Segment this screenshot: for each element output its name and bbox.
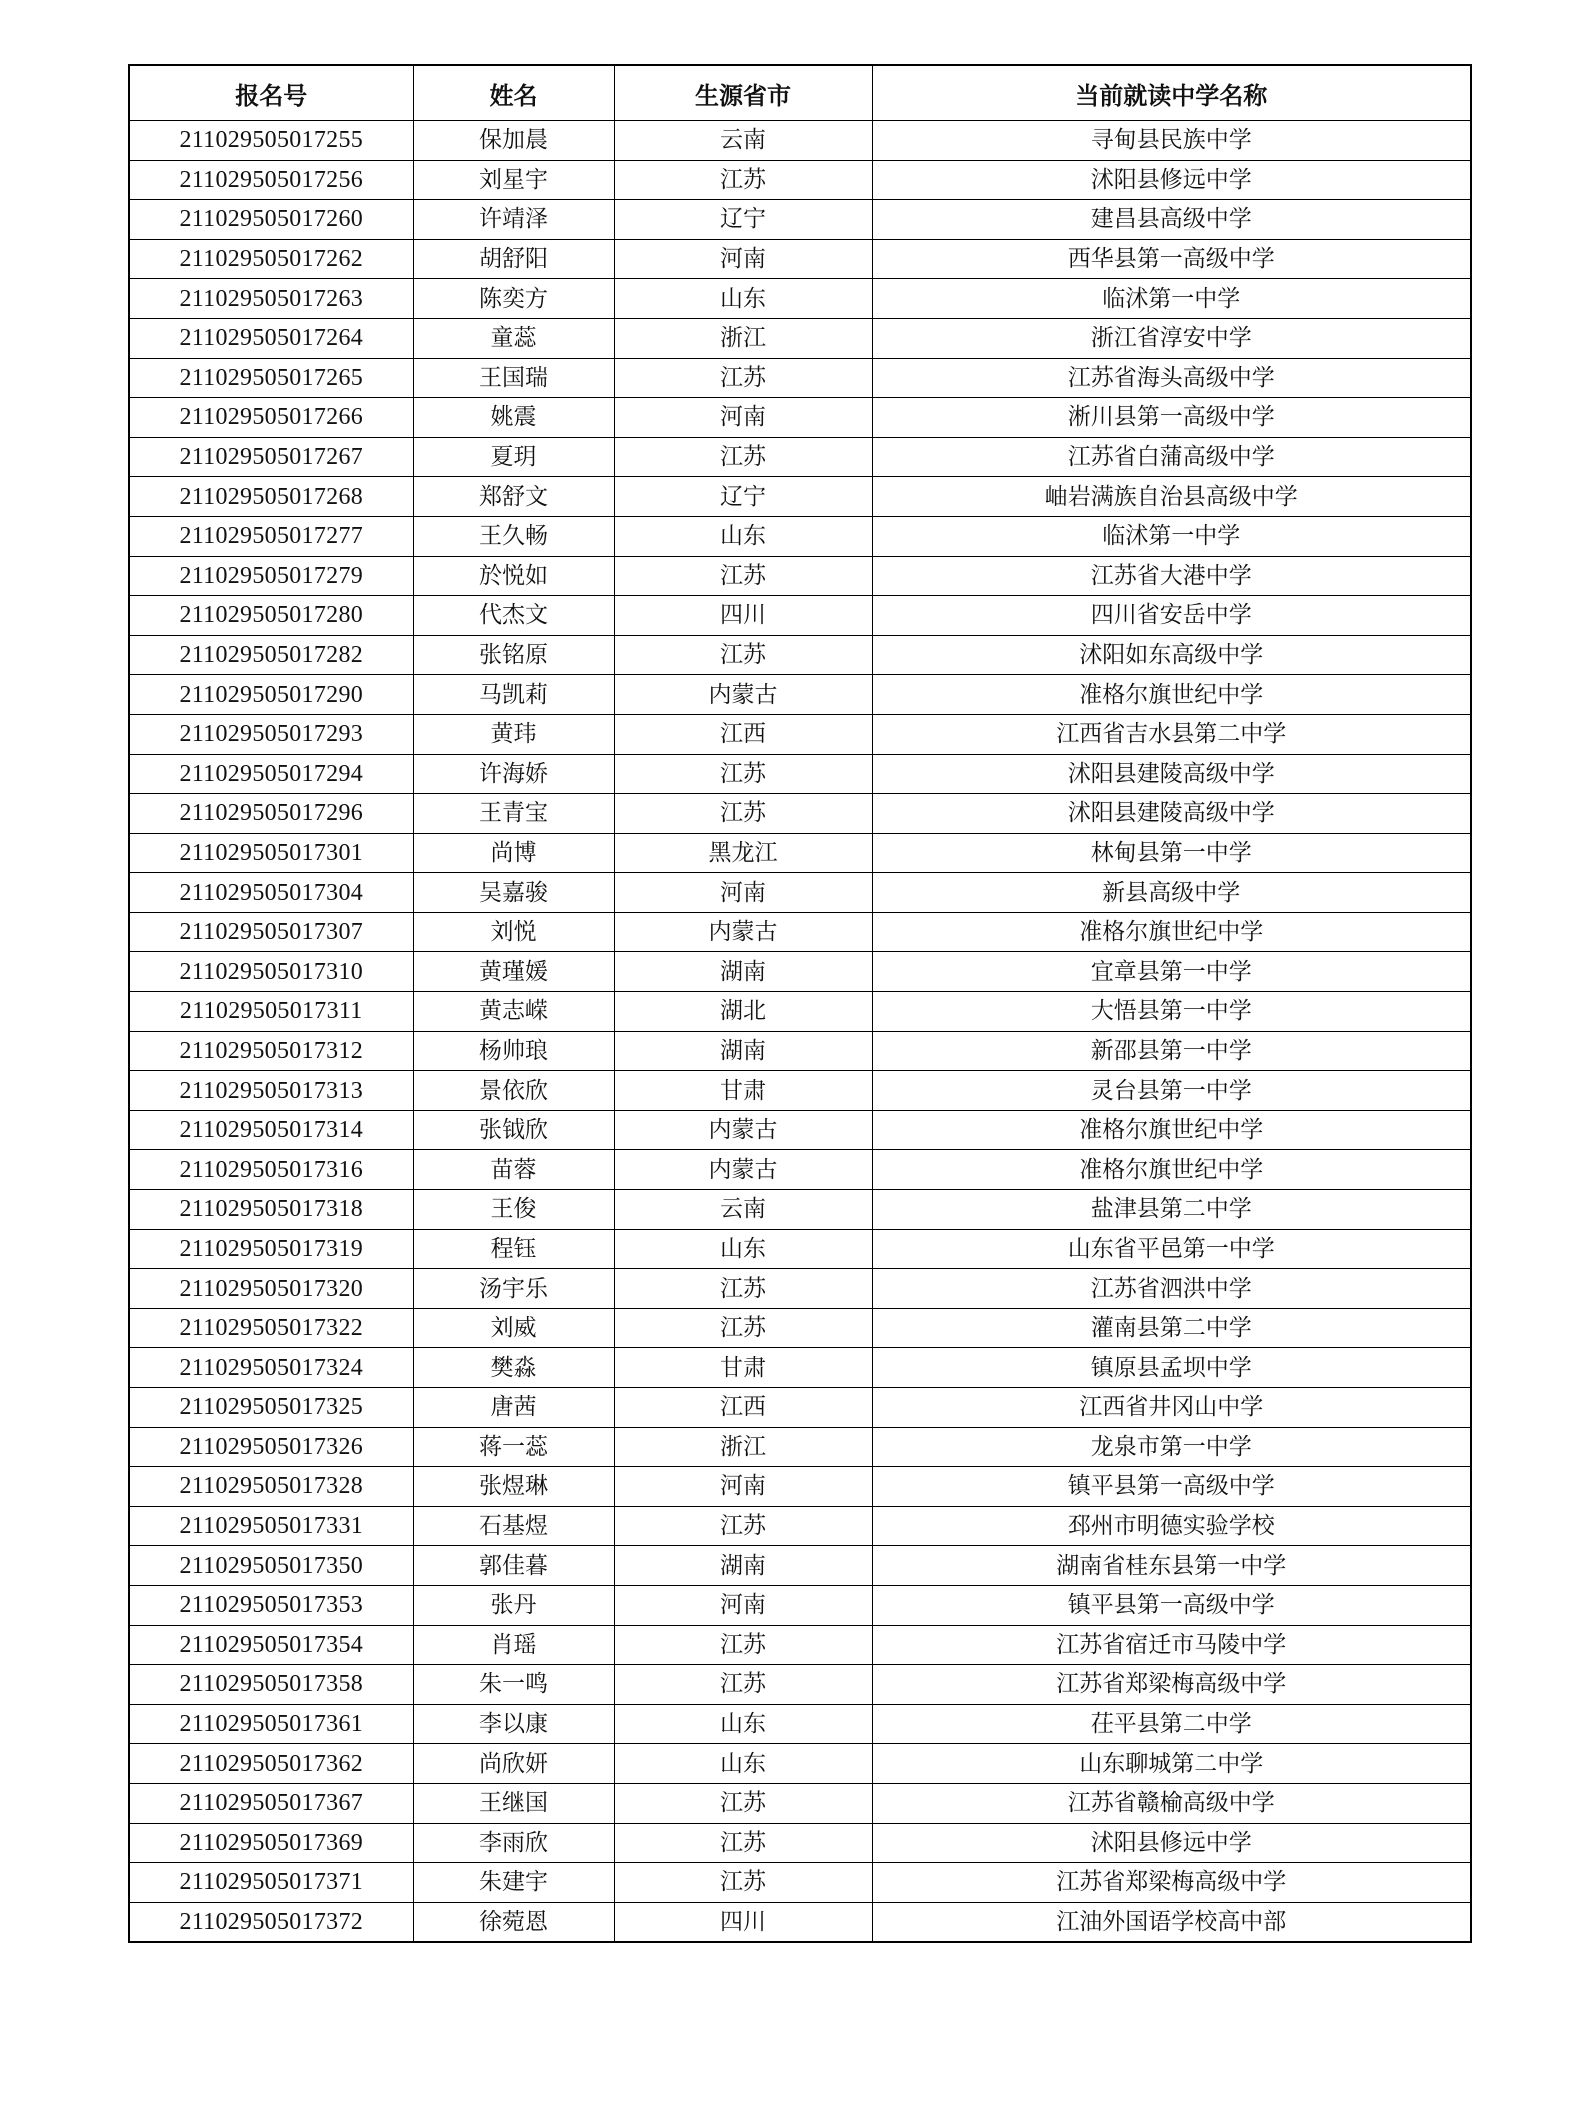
student-name-cell: 王国瑞 bbox=[413, 358, 614, 398]
province-cell: 辽宁 bbox=[614, 477, 872, 517]
school-name-cell: 寻甸县民族中学 bbox=[872, 121, 1471, 161]
province-cell: 四川 bbox=[614, 596, 872, 636]
school-name-cell: 淅川县第一高级中学 bbox=[872, 398, 1471, 438]
province-cell: 江苏 bbox=[614, 358, 872, 398]
province-cell: 湖南 bbox=[614, 1031, 872, 1071]
student-name-cell: 张钺欣 bbox=[413, 1110, 614, 1150]
registration-number-cell: 211029505017320 bbox=[129, 1269, 413, 1309]
student-name-cell: 张煜琳 bbox=[413, 1467, 614, 1507]
student-name-cell: 童蕊 bbox=[413, 318, 614, 358]
table-row bbox=[129, 1110, 1471, 1150]
student-name-cell: 李以康 bbox=[413, 1704, 614, 1744]
province-cell: 江苏 bbox=[614, 1625, 872, 1665]
school-name-cell: 四川省安岳中学 bbox=[872, 596, 1471, 636]
table-row bbox=[129, 596, 1471, 636]
registration-number-cell: 211029505017311 bbox=[129, 992, 413, 1032]
province-cell: 甘肃 bbox=[614, 1348, 872, 1388]
registration-number-cell: 211029505017301 bbox=[129, 833, 413, 873]
province-cell: 内蒙古 bbox=[614, 675, 872, 715]
school-name-cell: 江苏省赣榆高级中学 bbox=[872, 1783, 1471, 1823]
school-name-cell: 沭阳县建陵高级中学 bbox=[872, 794, 1471, 834]
table-row bbox=[129, 477, 1471, 517]
student-name-cell: 王青宝 bbox=[413, 794, 614, 834]
registration-number-cell: 211029505017277 bbox=[129, 516, 413, 556]
student-name-cell: 陈奕方 bbox=[413, 279, 614, 319]
registration-number-cell: 211029505017310 bbox=[129, 952, 413, 992]
student-name-cell: 刘威 bbox=[413, 1308, 614, 1348]
school-name-cell: 西华县第一高级中学 bbox=[872, 239, 1471, 279]
school-name-cell: 灵台县第一中学 bbox=[872, 1071, 1471, 1111]
school-name-cell: 江苏省郑梁梅高级中学 bbox=[872, 1665, 1471, 1705]
student-name-cell: 夏玥 bbox=[413, 437, 614, 477]
province-cell: 江苏 bbox=[614, 160, 872, 200]
province-cell: 云南 bbox=[614, 121, 872, 161]
table-row bbox=[129, 1546, 1471, 1586]
province-cell: 河南 bbox=[614, 1467, 872, 1507]
registration-number-cell: 211029505017282 bbox=[129, 635, 413, 675]
school-name-cell: 建昌县高级中学 bbox=[872, 200, 1471, 240]
table-row bbox=[129, 833, 1471, 873]
student-name-cell: 尚欣妍 bbox=[413, 1744, 614, 1784]
registration-number-cell: 211029505017372 bbox=[129, 1902, 413, 1942]
school-name-cell: 沭阳县建陵高级中学 bbox=[872, 754, 1471, 794]
table-row bbox=[129, 1902, 1471, 1942]
province-cell: 江苏 bbox=[614, 1269, 872, 1309]
table-row bbox=[129, 1031, 1471, 1071]
registration-number-cell: 211029505017331 bbox=[129, 1506, 413, 1546]
registration-number-cell: 211029505017280 bbox=[129, 596, 413, 636]
table-row bbox=[129, 556, 1471, 596]
student-name-cell: 姚震 bbox=[413, 398, 614, 438]
table-row bbox=[129, 1585, 1471, 1625]
registration-number-cell: 211029505017322 bbox=[129, 1308, 413, 1348]
province-cell: 江苏 bbox=[614, 556, 872, 596]
province-cell: 河南 bbox=[614, 873, 872, 913]
school-name-cell: 沭阳县修远中学 bbox=[872, 160, 1471, 200]
school-name-cell: 临沭第一中学 bbox=[872, 279, 1471, 319]
table-row bbox=[129, 1308, 1471, 1348]
school-name-cell: 江西省井冈山中学 bbox=[872, 1388, 1471, 1428]
table-row bbox=[129, 516, 1471, 556]
student-name-cell: 於悦如 bbox=[413, 556, 614, 596]
province-cell: 内蒙古 bbox=[614, 1150, 872, 1190]
province-cell: 江苏 bbox=[614, 1506, 872, 1546]
student-name-cell: 张铭原 bbox=[413, 635, 614, 675]
student-name-cell: 胡舒阳 bbox=[413, 239, 614, 279]
table-row bbox=[129, 952, 1471, 992]
header-registration-number: 报名号 bbox=[129, 65, 413, 121]
table-row bbox=[129, 1783, 1471, 1823]
registration-number-cell: 211029505017312 bbox=[129, 1031, 413, 1071]
school-name-cell: 沭阳县修远中学 bbox=[872, 1823, 1471, 1863]
province-cell: 江苏 bbox=[614, 1783, 872, 1823]
table-body bbox=[129, 121, 1471, 1943]
school-name-cell: 新邵县第一中学 bbox=[872, 1031, 1471, 1071]
school-name-cell: 准格尔旗世纪中学 bbox=[872, 912, 1471, 952]
province-cell: 江苏 bbox=[614, 794, 872, 834]
table-row bbox=[129, 239, 1471, 279]
registration-number-cell: 211029505017354 bbox=[129, 1625, 413, 1665]
registration-number-cell: 211029505017326 bbox=[129, 1427, 413, 1467]
student-name-cell: 保加晨 bbox=[413, 121, 614, 161]
registration-number-cell: 211029505017361 bbox=[129, 1704, 413, 1744]
province-cell: 山东 bbox=[614, 279, 872, 319]
registration-number-cell: 211029505017290 bbox=[129, 675, 413, 715]
student-name-cell: 黄志嵘 bbox=[413, 992, 614, 1032]
registration-number-cell: 211029505017358 bbox=[129, 1665, 413, 1705]
student-name-cell: 徐菀恩 bbox=[413, 1902, 614, 1942]
student-name-cell: 代杰文 bbox=[413, 596, 614, 636]
registration-number-cell: 211029505017255 bbox=[129, 121, 413, 161]
province-cell: 江苏 bbox=[614, 635, 872, 675]
school-name-cell: 林甸县第一中学 bbox=[872, 833, 1471, 873]
table-header bbox=[129, 65, 1471, 121]
table-row bbox=[129, 1744, 1471, 1784]
school-name-cell: 浙江省淳安中学 bbox=[872, 318, 1471, 358]
province-cell: 浙江 bbox=[614, 1427, 872, 1467]
school-name-cell: 茌平县第二中学 bbox=[872, 1704, 1471, 1744]
table-row bbox=[129, 398, 1471, 438]
registration-number-cell: 211029505017318 bbox=[129, 1190, 413, 1230]
school-name-cell: 江苏省大港中学 bbox=[872, 556, 1471, 596]
province-cell: 湖南 bbox=[614, 952, 872, 992]
province-cell: 湖北 bbox=[614, 992, 872, 1032]
school-name-cell: 灌南县第二中学 bbox=[872, 1308, 1471, 1348]
student-name-cell: 吴嘉骏 bbox=[413, 873, 614, 913]
registration-number-cell: 211029505017325 bbox=[129, 1388, 413, 1428]
province-cell: 江苏 bbox=[614, 1665, 872, 1705]
registration-number-cell: 211029505017316 bbox=[129, 1150, 413, 1190]
registration-number-cell: 211029505017362 bbox=[129, 1744, 413, 1784]
registration-number-cell: 211029505017353 bbox=[129, 1585, 413, 1625]
school-name-cell: 临沭第一中学 bbox=[872, 516, 1471, 556]
table-row bbox=[129, 1625, 1471, 1665]
province-cell: 河南 bbox=[614, 398, 872, 438]
registration-number-cell: 211029505017265 bbox=[129, 358, 413, 398]
table-row bbox=[129, 437, 1471, 477]
table-row bbox=[129, 1863, 1471, 1903]
school-name-cell: 镇原县孟坝中学 bbox=[872, 1348, 1471, 1388]
table-row bbox=[129, 1229, 1471, 1269]
province-cell: 内蒙古 bbox=[614, 1110, 872, 1150]
student-name-cell: 郭佳暮 bbox=[413, 1546, 614, 1586]
registration-number-cell: 211029505017268 bbox=[129, 477, 413, 517]
table-row bbox=[129, 873, 1471, 913]
registration-number-cell: 211029505017294 bbox=[129, 754, 413, 794]
table-row bbox=[129, 1348, 1471, 1388]
province-cell: 山东 bbox=[614, 1229, 872, 1269]
student-name-cell: 石基煜 bbox=[413, 1506, 614, 1546]
table-row bbox=[129, 675, 1471, 715]
registration-number-cell: 211029505017260 bbox=[129, 200, 413, 240]
school-name-cell: 镇平县第一高级中学 bbox=[872, 1585, 1471, 1625]
table-row bbox=[129, 794, 1471, 834]
table-row bbox=[129, 121, 1471, 161]
registration-number-cell: 211029505017304 bbox=[129, 873, 413, 913]
province-cell: 山东 bbox=[614, 516, 872, 556]
province-cell: 江苏 bbox=[614, 1308, 872, 1348]
table-row bbox=[129, 160, 1471, 200]
registration-number-cell: 211029505017262 bbox=[129, 239, 413, 279]
student-name-cell: 刘悦 bbox=[413, 912, 614, 952]
school-name-cell: 岫岩满族自治县高级中学 bbox=[872, 477, 1471, 517]
student-name-cell: 李雨欣 bbox=[413, 1823, 614, 1863]
school-name-cell: 大悟县第一中学 bbox=[872, 992, 1471, 1032]
province-cell: 云南 bbox=[614, 1190, 872, 1230]
registration-number-cell: 211029505017313 bbox=[129, 1071, 413, 1111]
province-cell: 浙江 bbox=[614, 318, 872, 358]
registration-number-cell: 211029505017256 bbox=[129, 160, 413, 200]
school-name-cell: 湖南省桂东县第一中学 bbox=[872, 1546, 1471, 1586]
table-row bbox=[129, 992, 1471, 1032]
registration-number-cell: 211029505017307 bbox=[129, 912, 413, 952]
student-name-cell: 张丹 bbox=[413, 1585, 614, 1625]
school-name-cell: 江苏省泗洪中学 bbox=[872, 1269, 1471, 1309]
province-cell: 湖南 bbox=[614, 1546, 872, 1586]
table-row bbox=[129, 714, 1471, 754]
table-row bbox=[129, 1190, 1471, 1230]
roster-sheet bbox=[128, 64, 1470, 1943]
province-cell: 河南 bbox=[614, 1585, 872, 1625]
school-name-cell: 准格尔旗世纪中学 bbox=[872, 1110, 1471, 1150]
table-row bbox=[129, 1388, 1471, 1428]
school-name-cell: 沭阳如东高级中学 bbox=[872, 635, 1471, 675]
table-row bbox=[129, 1467, 1471, 1507]
school-name-cell: 龙泉市第一中学 bbox=[872, 1427, 1471, 1467]
school-name-cell: 准格尔旗世纪中学 bbox=[872, 675, 1471, 715]
province-cell: 江苏 bbox=[614, 437, 872, 477]
table-row bbox=[129, 358, 1471, 398]
registration-number-cell: 211029505017296 bbox=[129, 794, 413, 834]
student-roster-table bbox=[128, 64, 1472, 1943]
student-name-cell: 蒋一蕊 bbox=[413, 1427, 614, 1467]
table-row bbox=[129, 1704, 1471, 1744]
province-cell: 江苏 bbox=[614, 1863, 872, 1903]
school-name-cell: 山东聊城第二中学 bbox=[872, 1744, 1471, 1784]
province-cell: 山东 bbox=[614, 1704, 872, 1744]
registration-number-cell: 211029505017314 bbox=[129, 1110, 413, 1150]
province-cell: 甘肃 bbox=[614, 1071, 872, 1111]
student-name-cell: 尚博 bbox=[413, 833, 614, 873]
student-name-cell: 王久畅 bbox=[413, 516, 614, 556]
registration-number-cell: 211029505017267 bbox=[129, 437, 413, 477]
registration-number-cell: 211029505017367 bbox=[129, 1783, 413, 1823]
registration-number-cell: 211029505017371 bbox=[129, 1863, 413, 1903]
student-name-cell: 景依欣 bbox=[413, 1071, 614, 1111]
student-name-cell: 杨帅琅 bbox=[413, 1031, 614, 1071]
student-name-cell: 汤宇乐 bbox=[413, 1269, 614, 1309]
province-cell: 黑龙江 bbox=[614, 833, 872, 873]
student-name-cell: 黄玮 bbox=[413, 714, 614, 754]
student-name-cell: 朱建宇 bbox=[413, 1863, 614, 1903]
student-name-cell: 黄瑾媛 bbox=[413, 952, 614, 992]
registration-number-cell: 211029505017266 bbox=[129, 398, 413, 438]
school-name-cell: 江苏省海头高级中学 bbox=[872, 358, 1471, 398]
registration-number-cell: 211029505017293 bbox=[129, 714, 413, 754]
province-cell: 江苏 bbox=[614, 1823, 872, 1863]
school-name-cell: 宜章县第一中学 bbox=[872, 952, 1471, 992]
student-name-cell: 王继国 bbox=[413, 1783, 614, 1823]
province-cell: 山东 bbox=[614, 1744, 872, 1784]
registration-number-cell: 211029505017324 bbox=[129, 1348, 413, 1388]
school-name-cell: 新县高级中学 bbox=[872, 873, 1471, 913]
student-name-cell: 唐茜 bbox=[413, 1388, 614, 1428]
registration-number-cell: 211029505017263 bbox=[129, 279, 413, 319]
student-name-cell: 王俊 bbox=[413, 1190, 614, 1230]
table-row bbox=[129, 200, 1471, 240]
student-name-cell: 肖瑶 bbox=[413, 1625, 614, 1665]
header-school: 当前就读中学名称 bbox=[872, 65, 1471, 121]
registration-number-cell: 211029505017264 bbox=[129, 318, 413, 358]
registration-number-cell: 211029505017350 bbox=[129, 1546, 413, 1586]
province-cell: 辽宁 bbox=[614, 200, 872, 240]
registration-number-cell: 211029505017369 bbox=[129, 1823, 413, 1863]
province-cell: 河南 bbox=[614, 239, 872, 279]
school-name-cell: 江苏省宿迁市马陵中学 bbox=[872, 1625, 1471, 1665]
table-row bbox=[129, 1506, 1471, 1546]
student-name-cell: 郑舒文 bbox=[413, 477, 614, 517]
table-row bbox=[129, 1427, 1471, 1467]
school-name-cell: 江苏省白蒲高级中学 bbox=[872, 437, 1471, 477]
school-name-cell: 准格尔旗世纪中学 bbox=[872, 1150, 1471, 1190]
table-row bbox=[129, 1823, 1471, 1863]
header-province: 生源省市 bbox=[614, 65, 872, 121]
student-name-cell: 苗蓉 bbox=[413, 1150, 614, 1190]
student-name-cell: 刘星宇 bbox=[413, 160, 614, 200]
student-name-cell: 樊淼 bbox=[413, 1348, 614, 1388]
registration-number-cell: 211029505017279 bbox=[129, 556, 413, 596]
table-row bbox=[129, 754, 1471, 794]
table-row bbox=[129, 318, 1471, 358]
province-cell: 江西 bbox=[614, 1388, 872, 1428]
school-name-cell: 江油外国语学校高中部 bbox=[872, 1902, 1471, 1942]
province-cell: 四川 bbox=[614, 1902, 872, 1942]
school-name-cell: 邳州市明德实验学校 bbox=[872, 1506, 1471, 1546]
student-name-cell: 程钰 bbox=[413, 1229, 614, 1269]
student-name-cell: 许海娇 bbox=[413, 754, 614, 794]
table-row bbox=[129, 279, 1471, 319]
table-row bbox=[129, 912, 1471, 952]
school-name-cell: 镇平县第一高级中学 bbox=[872, 1467, 1471, 1507]
province-cell: 江苏 bbox=[614, 754, 872, 794]
school-name-cell: 江西省吉水县第二中学 bbox=[872, 714, 1471, 754]
student-name-cell: 许靖泽 bbox=[413, 200, 614, 240]
table-row bbox=[129, 1150, 1471, 1190]
registration-number-cell: 211029505017319 bbox=[129, 1229, 413, 1269]
student-name-cell: 朱一鸣 bbox=[413, 1665, 614, 1705]
header-row bbox=[129, 65, 1471, 121]
table-row bbox=[129, 1071, 1471, 1111]
table-row bbox=[129, 1269, 1471, 1309]
province-cell: 江西 bbox=[614, 714, 872, 754]
header-name: 姓名 bbox=[413, 65, 614, 121]
student-name-cell: 马凯莉 bbox=[413, 675, 614, 715]
table-row bbox=[129, 1665, 1471, 1705]
table-row bbox=[129, 635, 1471, 675]
school-name-cell: 盐津县第二中学 bbox=[872, 1190, 1471, 1230]
province-cell: 内蒙古 bbox=[614, 912, 872, 952]
school-name-cell: 江苏省郑梁梅高级中学 bbox=[872, 1863, 1471, 1903]
registration-number-cell: 211029505017328 bbox=[129, 1467, 413, 1507]
school-name-cell: 山东省平邑第一中学 bbox=[872, 1229, 1471, 1269]
